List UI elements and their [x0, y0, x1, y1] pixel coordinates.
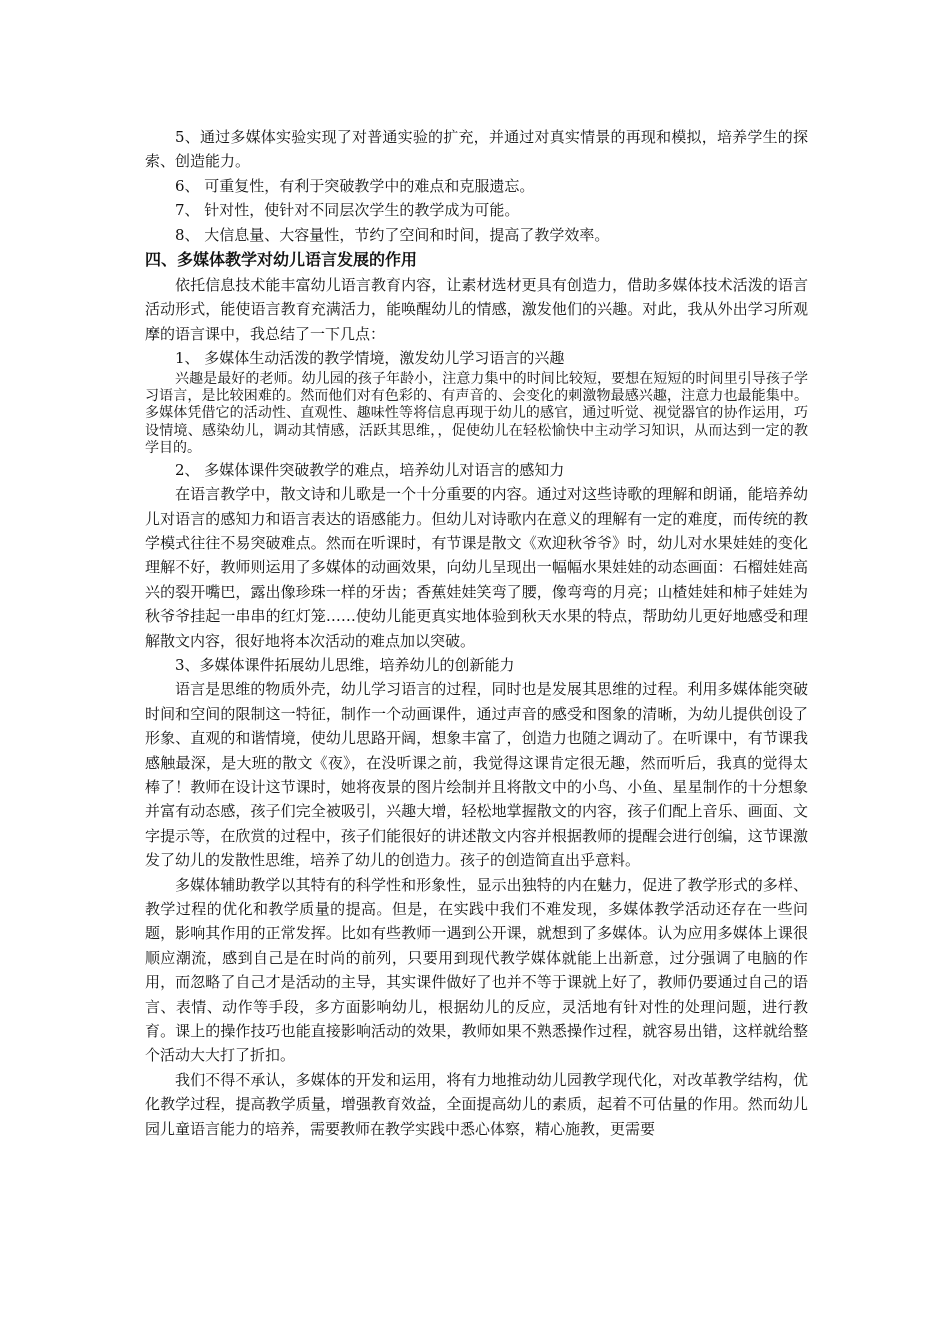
paragraph-item-7: 7、 针对性，使针对不同层次学生的教学成为可能。 [175, 201, 520, 220]
subheading-2: 2、 多媒体课件突破教学的难点，培养幼儿对语言的感知力 [175, 460, 565, 479]
subheading-3: 3、多媒体课件拓展幼儿思维，培养幼儿的创新能力 [175, 655, 515, 674]
paragraph-poetry: 在语言教学中，散文诗和儿歌是一个十分重要的内容。通过对这些诗歌的理解和朗诵，能培养幼儿对语言的感知力和语言表达的语感能力。但幼儿对诗歌内在意义的理解有一定的难度，而传统的教学模式往往不易突破难点。然而在听课时，有节课是散文《欢迎秋爷爷》时，幼儿对水果娃娃的变化理解不好，教师则运用了多媒体的动画效果，向幼儿呈现出一幅幅水果娃娃的动态画面：石榴娃娃高兴的裂开嘴巴，露出像珍珠一样的牙齿；香蕉娃娃笑弯了腰，像弯弯的月亮；山楂娃娃和柿子娃娃为秋爷爷挂起一串串的红灯笼……使幼儿能更真实地体验到秋天水果的特点，帮助幼儿更好地感受和理解散文内容，很好地将本次活动的难点加以突破。 [145, 485, 808, 650]
paragraph-conclusion: 我们不得不承认，多媒体的开发和运用，将有力地推动幼儿园教学现代化，对改革教学结构，优化教学过程，提高教学质量，增强教育效益，全面提高幼儿的素质，起着不可估量的作用。然而幼儿园儿童语言能力的培养，需要教师在教学实践中悉心体察，精心施教，更需要 [145, 1070, 808, 1138]
subheading-1: 1、 多媒体生动活泼的教学情境，激发幼儿学习语言的兴趣 [175, 349, 565, 368]
paragraph-problems: 多媒体辅助教学以其特有的科学性和形象性，显示出独特的内在魅力，促进了教学形式的多样、教学过程的优化和教学质量的提高。但是，在实践中我们不难发现，多媒体教学活动还存在一些问题，影响其作用的正常发挥。比如有些教师一遇到公开课，就想到了多媒体。认为应用多媒体上课很顺应潮流，感到自己是在时尚的前列，只要用到现代教学媒体就能上出新意，过分强调了电脑的作用，而忽略了自己才是活动的主导，其实课件做好了也并不等于课就上好了，教师仍要通过自己的语言、表情、动作等手段，多方面影响幼儿，根据幼儿的反应，灵活地有针对性的处理问题，进行教育。课上的操作技巧也能直接影响活动的效果，教师如果不熟悉操作过程，就容易出错，这样就给整个活动大大打了折扣。 [145, 875, 808, 1065]
paragraph-intro: 依托信息技术能丰富幼儿语言教育内容，让素材选材更具有创造力，借助多媒体技术活泼的语言活动形式，能使语言教育充满活力，能唤醒幼儿的情感，激发他们的兴趣。对此，我从外出学习所观摩的语言课中，我总结了一下几点： [145, 276, 808, 343]
section-heading: 四、多媒体教学对幼儿语言发展的作用 [145, 250, 418, 270]
paragraph-item-5: 5、通过多媒体实验实现了对普通实验的扩充，并通过对真实情景的再现和模拟，培养学生的探索、创造能力。 [145, 128, 808, 171]
paragraph-item-6: 6、 可重复性，有利于突破教学中的难点和克服遗忘。 [175, 176, 535, 195]
document-body [145, 125, 808, 1141]
paragraph-interest: 兴趣是最好的老师。幼儿园的孩子年龄小，注意力集中的时间比较短，要想在短短的时间里引导孩子学习语言，是比较困难的。然而他们对有色彩的、有声音的、会变化的刺激物最感兴趣，注意力也最能集中。多媒体凭借它的活动性、直观性、趣味性等将信息再现于幼儿的感官，通过听觉、视觉器官的协作运用，巧设情境、感染幼儿，调动其情感，活跃其思维，，促使幼儿在轻松愉快中主动学习知识，从而达到一定的教学目的。 [145, 370, 808, 457]
paragraph-item-8: 8、 大信息量、大容量性，节约了空间和时间，提高了教学效率。 [175, 225, 610, 244]
paragraph-thinking: 语言是思维的物质外壳，幼儿学习语言的过程，同时也是发展其思维的过程。利用多媒体能突破时间和空间的限制这一特征，制作一个动画课件，通过声音的感受和图象的清晰，为幼儿提供创设了形象、直观的和谐情境，使幼儿思路开阔，想象丰富了，创造力也随之调动了。在听课中，有节课我感触最深，是大班的散文《夜》，在没听课之前，我觉得这课肯定很无趣，然而听后，我真的觉得太棒了！教师在设计这节课时，她将夜景的图片绘制并且将散文中的小鸟、小鱼、星星制作的十分想象并富有动态感，孩子们完全被吸引，兴趣大增，轻松地掌握散文的内容，孩子们配上音乐、画面、文字提示等，在欣赏的过程中，孩子们能很好的讲述散文内容并根据教师的提醒会进行创编，这节课激发了幼儿的发散性思维，培养了幼儿的创造力。孩子的创造简直出乎意料。 [145, 680, 808, 870]
